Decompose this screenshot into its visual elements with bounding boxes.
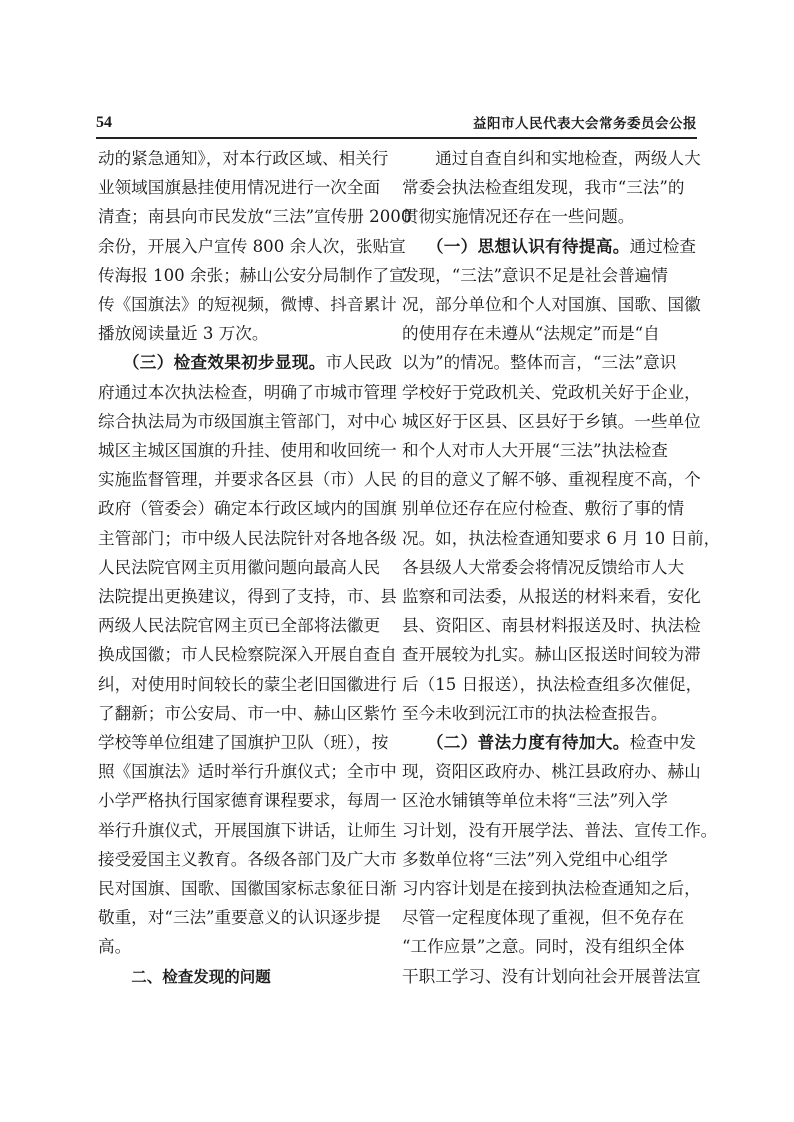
text-line: 实施监督管理，并要求各区县（市）人民: [98, 470, 397, 490]
text-line: 尽管一定程度体现了重视，但不免存在: [402, 908, 685, 928]
text-line: 综合执法局为市级国旗主管部门，对中心: [98, 411, 397, 431]
text-line: 的使用存在未遵从“法规定”而是“自: [402, 324, 660, 344]
text-line: 两级人民法院官网主页已全部将法徽更: [98, 616, 381, 636]
text-span: 通过检查: [629, 236, 696, 256]
subsection-heading: （二）普法力度有待加大。: [435, 732, 630, 753]
text-line: 业领域国旗悬挂使用情况进行一次全面: [98, 178, 381, 198]
text-span: 市人民政: [325, 353, 392, 373]
left-column: [98, 144, 412, 992]
paragraph-promotion: [98, 144, 412, 348]
text-line: 和个人对市人大开展“三法”执法检查: [402, 441, 668, 461]
text-span: 通过自查自纠和实地检查，两级人大: [435, 149, 701, 168]
section-heading: 二、检查发现的问题: [131, 967, 271, 986]
text-line: 后（15 日报送），执法检查组多次催促，: [402, 674, 703, 694]
text-line: 清查；南县向市民发放“三法”宣传册 2000: [98, 207, 412, 227]
text-line: 动的紧急通知》，对本行政区域、相关行: [98, 149, 389, 168]
text-line: 发现，“三法”意识不足是社会普遍情: [402, 265, 668, 285]
text-line: 学校好于党政机关、党政机关好于企业，: [402, 382, 701, 402]
paragraph-awareness: [402, 232, 721, 728]
text-line: 县、资阳区、南县材料报送及时、执法检: [402, 616, 701, 636]
text-line: 人民法院官网主页用徽问题向最高人民: [98, 557, 381, 577]
text-line: 查开展较为扎实。赫山区报送时间较为滞: [402, 645, 701, 665]
subsection-heading: （一）思想认识有待提高。: [435, 235, 630, 256]
text-line: 余份，开展入户宣传 800 余人次，张贴宣: [98, 236, 406, 256]
text-line: 纠，对使用时间较长的蒙尘老旧国徽进行: [98, 674, 397, 694]
text-line: 现，资阳区政府办、桃江县政府办、赫山: [402, 762, 701, 782]
text-line: 了翻新；市公安局、市一中、赫山区紫竹: [98, 703, 397, 723]
text-line: 习计划，没有开展学法、普法、宣传工作。: [402, 820, 718, 840]
text-line: [98, 348, 398, 377]
text-line: 传《国旗法》的短视频，微博、抖音累计: [98, 295, 397, 315]
text-line: 法院提出更换建议，得到了支持，市、县: [98, 587, 397, 607]
text-line: 各县级人大常委会将情况反馈给市人大: [402, 557, 685, 577]
text-line: 区沧水铺镇等单位未将“三法”列入学: [402, 791, 668, 811]
text-line: 敬重，对“三法”重要意义的认识逐步提: [98, 908, 381, 928]
text-line: 换成国徽；市人民检察院深入开展自查自: [98, 645, 397, 665]
subsection-heading: （三）检查效果初步显现。: [131, 352, 326, 373]
paragraph-intro: [402, 144, 702, 232]
text-line: 传海报 100 余张；赫山公安分局制作了宣: [98, 265, 406, 285]
text-line: 播放阅读量近 3 万次。: [98, 324, 269, 344]
text-line: 城区好于区县、区县好于乡镇。一些单位: [402, 411, 701, 431]
text-line: 多数单位将“三法”列入党组中心组学: [402, 849, 668, 869]
text-line: 城区主城区国旗的升挂、使用和收回统一: [98, 441, 397, 461]
text-line: 习内容计划是在接到执法检查通知之后，: [402, 879, 701, 899]
text-line: 主管部门；市中级人民法院针对各地各级: [98, 528, 397, 548]
text-line: 监察和司法委，从报送的材料来看，安化: [402, 587, 701, 607]
text-line: 贯彻实施情况还存在一些问题。: [402, 207, 635, 227]
text-line: 府通过本次执法检查，明确了市城市管理: [98, 382, 397, 402]
text-line: 照《国旗法》适时举行升旗仪式；全市中: [98, 762, 397, 782]
text-line: [402, 728, 702, 757]
text-line: 至今未收到沅江市的执法检查报告。: [402, 703, 668, 723]
paragraph-publicity: [402, 728, 718, 991]
text-line: 况。如，执法检查通知要求 6 月 10 日前，: [402, 528, 721, 548]
text-line: 的目的意义了解不够、重视程度不高，个: [402, 470, 701, 490]
text-line: 民对国旗、国歌、国徽国家标志象征日渐: [98, 879, 397, 899]
page-header: [96, 112, 697, 136]
text-line: 学校等单位组建了国旗护卫队（班），按: [98, 733, 389, 753]
text-line: [402, 144, 702, 173]
section-heading-line: [98, 962, 398, 992]
text-line: 小学严格执行国家德育课程要求，每周一: [98, 791, 397, 811]
journal-title: 益阳市人民代表大会常务委员会公报: [473, 116, 697, 132]
text-line: 接受爱国主义教育。各级各部门及广大市: [98, 849, 397, 869]
right-column: [402, 144, 721, 991]
text-line: 况，部分单位和个人对国旗、国歌、国徽: [402, 295, 701, 315]
text-line: 别单位还存在应付检查、敷衍了事的情: [402, 499, 685, 519]
text-line: “工作应景”之意。同时，没有组织全体: [402, 937, 685, 957]
text-line: 高。: [98, 937, 132, 957]
text-line: 常委会执法检查组发现，我市“三法”的: [402, 178, 685, 198]
text-line: 举行升旗仪式，开展国旗下讲话，让师生: [98, 820, 397, 840]
paragraph-results: [98, 348, 398, 961]
page-number: 54: [96, 114, 112, 131]
text-line: [402, 232, 702, 261]
text-span: 检查中发: [629, 733, 696, 753]
text-line: 干职工学习、没有计划向社会开展普法宣: [402, 966, 701, 986]
header-rule: [96, 137, 697, 139]
text-line: 政府（管委会）确定本行政区域内的国旗: [98, 499, 397, 519]
text-line: 以为”的情况。整体而言，“三法”意识: [402, 353, 677, 373]
